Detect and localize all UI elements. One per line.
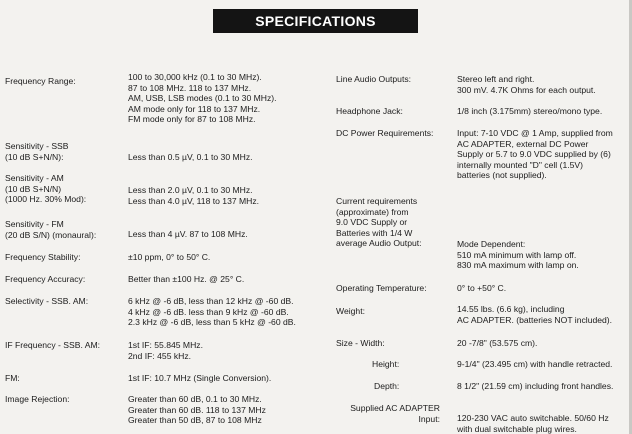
page-title: SPECIFICATIONS bbox=[213, 9, 418, 33]
spec-value: Better than ±100 Hz. @ 25° C. bbox=[128, 274, 245, 284]
spec-value: Less than 4 µV. 87 to 108 MHz. bbox=[128, 229, 248, 239]
spec-label: Height: bbox=[372, 359, 400, 369]
spec-label: Selectivity - SSB. AM: bbox=[5, 296, 89, 306]
spec-value: 0° to +50° C. bbox=[457, 283, 507, 293]
spec-value: Less than 2.0 µV, 0.1 to 30 MHz. Less than 4.0 µV, 118 to 137 MHz. bbox=[128, 185, 260, 206]
spec-label: Headphone Jack: bbox=[336, 106, 403, 116]
spec-value: 1/8 inch (3.175mm) stereo/mono type. bbox=[457, 106, 603, 116]
spec-label: Depth: bbox=[374, 381, 400, 391]
spec-value: 120-230 VAC auto switchable. 50/60 Hz with dual switchable plug wires. bbox=[457, 413, 609, 434]
spec-label: Frequency Stability: bbox=[5, 252, 81, 262]
spec-label: Current requirements (approximate) from 9.0 VDC Supply or Batteries with 1/4 W average Audio Output: bbox=[336, 196, 422, 249]
spec-label: Size - Width: bbox=[336, 338, 385, 348]
spec-value: 1st IF: 10.7 MHz (Single Conversion). bbox=[128, 373, 272, 383]
spec-value: Less than 0.5 µV, 0.1 to 30 MHz. bbox=[128, 152, 253, 162]
spec-value: 20 -7/8" (53.575 cm). bbox=[457, 338, 538, 348]
spec-label: Sensitivity - FM (20 dB S/N) (monaural): bbox=[5, 219, 97, 240]
spec-label: Supplied AC ADAPTER Input: bbox=[350, 403, 440, 424]
spec-value: Input: 7-10 VDC @ 1 Amp, supplied from AC ADAPTER, external DC Power Supply or 5.7 to 9.0 VDC supplied by (6) internally mounted "D" cell (1.5V) batteries (not supplied). bbox=[457, 128, 613, 181]
spec-label: DC Power Requirements: bbox=[336, 128, 434, 138]
spec-value: 14.55 lbs. (6.6 kg), including AC ADAPTER. (batteries NOT included). bbox=[457, 304, 613, 325]
spec-value: 9-1/4" (23.495 cm) with handle retracted. bbox=[457, 359, 613, 369]
spec-value: Mode Dependent: 510 mA minimum with lamp off. 830 mA maximum with lamp on. bbox=[457, 239, 579, 271]
spec-value: 1st IF: 55.845 MHz. 2nd IF: 455 kHz. bbox=[128, 340, 203, 361]
spec-label: Sensitivity - AM (10 dB S+N/N) (1000 Hz. 30% Mod): bbox=[5, 173, 87, 205]
spec-value: Greater than 60 dB, 0.1 to 30 MHz. Greater than 60 dB. 118 to 137 MHz Greater than 50 dB, 87 to 108 MHz bbox=[128, 394, 266, 426]
spec-value: Stereo left and right. 300 mV. 4.7K Ohms for each output. bbox=[457, 74, 596, 95]
spec-label: Sensitivity - SSB (10 dB S+N/N): bbox=[5, 141, 69, 162]
spec-value: 8 1/2" (21.59 cm) including front handles. bbox=[457, 381, 614, 391]
spec-label: Frequency Accuracy: bbox=[5, 274, 86, 284]
spec-value: ±10 ppm, 0° to 50° C. bbox=[128, 252, 211, 262]
spec-label: Image Rejection: bbox=[5, 394, 70, 404]
spec-label: IF Frequency - SSB. AM: bbox=[5, 340, 101, 350]
spec-label: Frequency Range: bbox=[5, 76, 76, 86]
spec-label: Operating Temperature: bbox=[336, 283, 427, 293]
spec-label: Weight: bbox=[336, 306, 365, 316]
spec-value: 100 to 30,000 kHz (0.1 to 30 MHz). 87 to 108 MHz. 118 to 137 MHz. AM, USB, LSB modes (0.1 to 30 MHz). AM mode only for 118 to 137 MHz. FM mode only for 87 to 108 MHz. bbox=[128, 72, 277, 125]
spec-label: Line Audio Outputs: bbox=[336, 74, 412, 84]
spec-label: FM: bbox=[5, 373, 20, 383]
spec-value: 6 kHz @ -6 dB, less than 12 kHz @ -60 dB. 4 kHz @ -6 dB. less than 9 kHz @ -60 dB. 2.3 kHz @ -6 dB, less than 5 kHz @ -60 dB. bbox=[128, 296, 296, 328]
